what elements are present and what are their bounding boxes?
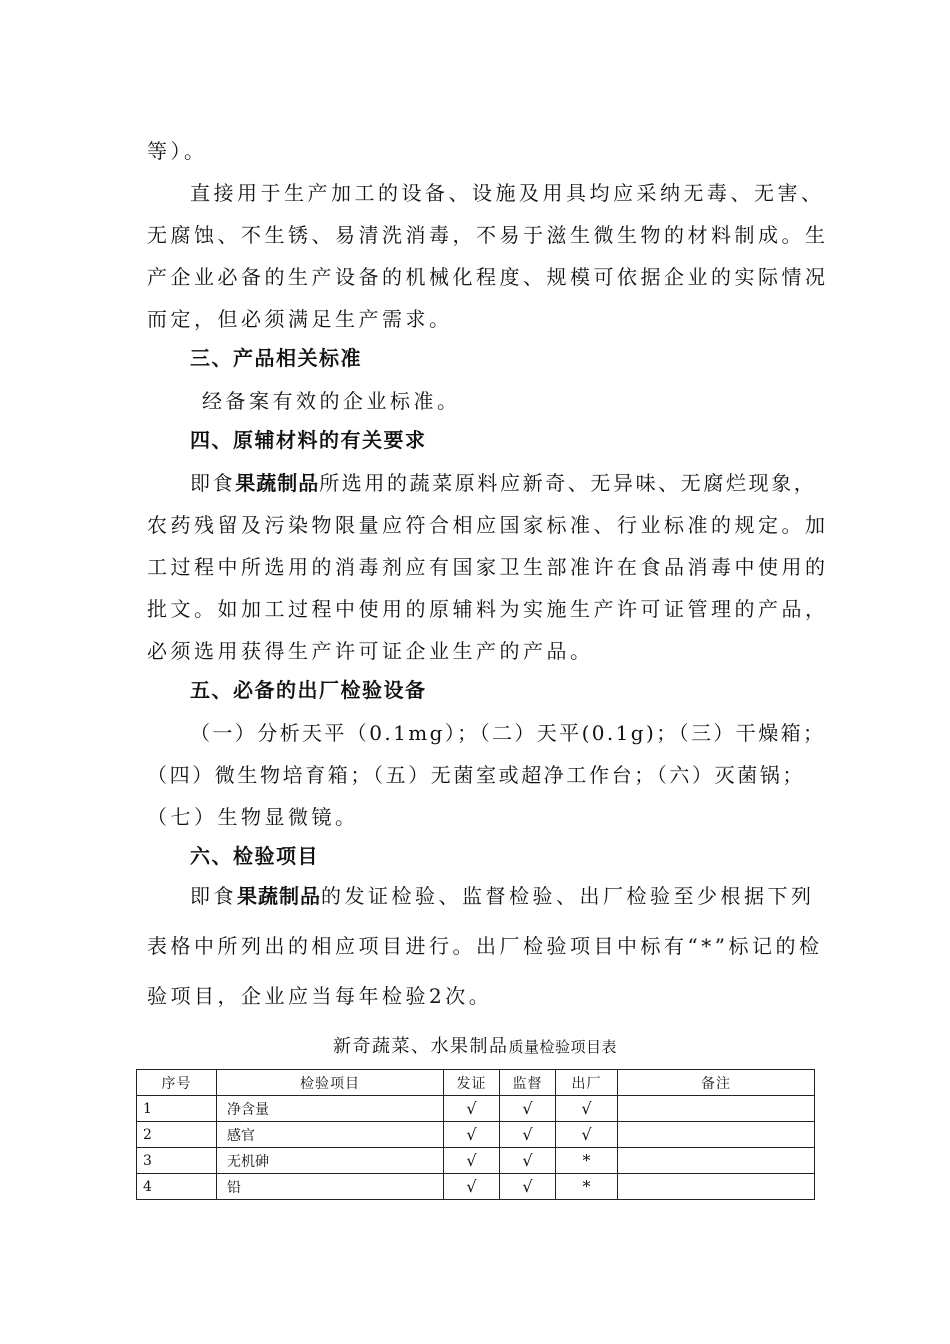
- paragraph-continuation: 等）。: [147, 139, 208, 163]
- text-line: 无腐蚀、不生锈、易清洗消毒，不易于滋生微生物的材料制成。生: [147, 223, 829, 247]
- paragraph-standards: 经备案有效的企业标准。: [202, 389, 461, 413]
- heading-inspection-items: 六、检验项目: [190, 844, 319, 868]
- header-license: 发证: [444, 1070, 500, 1096]
- inspection-items-table: [136, 1069, 815, 1200]
- asterisk-mark: *: [556, 1174, 618, 1200]
- table-row: [137, 1096, 815, 1122]
- text-line: 批文。如加工过程中使用的原辅料为实施生产许可证管理的产品，: [147, 597, 829, 621]
- table-row: [137, 1122, 815, 1148]
- product-name-bold: 果蔬制品: [235, 471, 320, 495]
- table-row: [137, 1148, 815, 1174]
- text-line: （一）分析天平（0.1mg）；（二）天平(0.1g)；（三）干燥箱；: [190, 721, 826, 745]
- check-mark: √: [500, 1148, 556, 1174]
- header-factory: 出厂: [556, 1070, 618, 1096]
- cell-index: 4: [137, 1174, 217, 1200]
- check-mark: √: [444, 1096, 500, 1122]
- text-line: 表格中所列出的相应项目进行。出厂检验项目中标有“*”标记的检: [147, 934, 823, 958]
- heading-inspection-equipment: 五、必备的出厂检验设备: [190, 678, 427, 702]
- cell-index: 2: [137, 1122, 217, 1148]
- header-remarks: 备注: [618, 1070, 815, 1096]
- cell-remarks: [618, 1174, 815, 1200]
- text-line: （四）微生物培育箱；（五）无菌室或超净工作台；（六）灭菌锅；: [147, 763, 805, 787]
- text-line: 即食果蔬制品的发证检验、监督检验、出厂检验至少根据下列: [190, 884, 815, 908]
- heading-raw-materials: 四、原辅材料的有关要求: [190, 428, 427, 452]
- cell-item: 感官: [217, 1122, 444, 1148]
- cell-index: 1: [137, 1096, 217, 1122]
- table-row: [137, 1174, 815, 1200]
- check-mark: √: [556, 1122, 618, 1148]
- cell-item: 铅: [217, 1174, 444, 1200]
- header-index: 序号: [137, 1070, 217, 1096]
- cell-remarks: [618, 1148, 815, 1174]
- text-line: 验项目，企业应当每年检验2次。: [147, 984, 493, 1008]
- header-supervision: 监督: [500, 1070, 556, 1096]
- header-item: 检验项目: [217, 1070, 444, 1096]
- check-mark: √: [444, 1122, 500, 1148]
- cell-remarks: [618, 1122, 815, 1148]
- heading-product-standards: 三、产品相关标准: [190, 346, 362, 370]
- text-line: 而定，但必须满足生产需求。: [147, 307, 453, 331]
- text-line: 必须选用获得生产许可证企业生产的产品。: [147, 639, 594, 663]
- text-line: 直接用于生产加工的设备、设施及用具均应采纳无毒、无害、: [190, 181, 825, 205]
- text-line: 农药残留及污染物限量应符合相应国家标准、行业标准的规定。加: [147, 513, 829, 537]
- check-mark: √: [444, 1174, 500, 1200]
- product-name-bold: 果蔬制品: [237, 884, 321, 908]
- table-header-row: [137, 1070, 815, 1096]
- table-caption: 新奇蔬菜、水果制品质量检验项目表: [332, 1036, 617, 1057]
- check-mark: √: [556, 1096, 618, 1122]
- cell-item: 无机砷: [217, 1148, 444, 1174]
- text-line: 工过程中所选用的消毒剂应有国家卫生部准许在食品消毒中使用的: [147, 555, 829, 579]
- check-mark: √: [500, 1096, 556, 1122]
- text-line: 即食果蔬制品所选用的蔬菜原料应新奇、无异味、无腐烂现象，: [190, 471, 817, 495]
- cell-index: 3: [137, 1148, 217, 1174]
- check-mark: √: [500, 1122, 556, 1148]
- text-line: （七）生物显微镜。: [147, 805, 359, 829]
- asterisk-mark: *: [556, 1148, 618, 1174]
- cell-item: 净含量: [217, 1096, 444, 1122]
- check-mark: √: [444, 1148, 500, 1174]
- check-mark: √: [500, 1174, 556, 1200]
- text-line: 产企业必备的生产设备的机械化程度、规模可依据企业的实际情况: [147, 265, 829, 289]
- cell-remarks: [618, 1096, 815, 1122]
